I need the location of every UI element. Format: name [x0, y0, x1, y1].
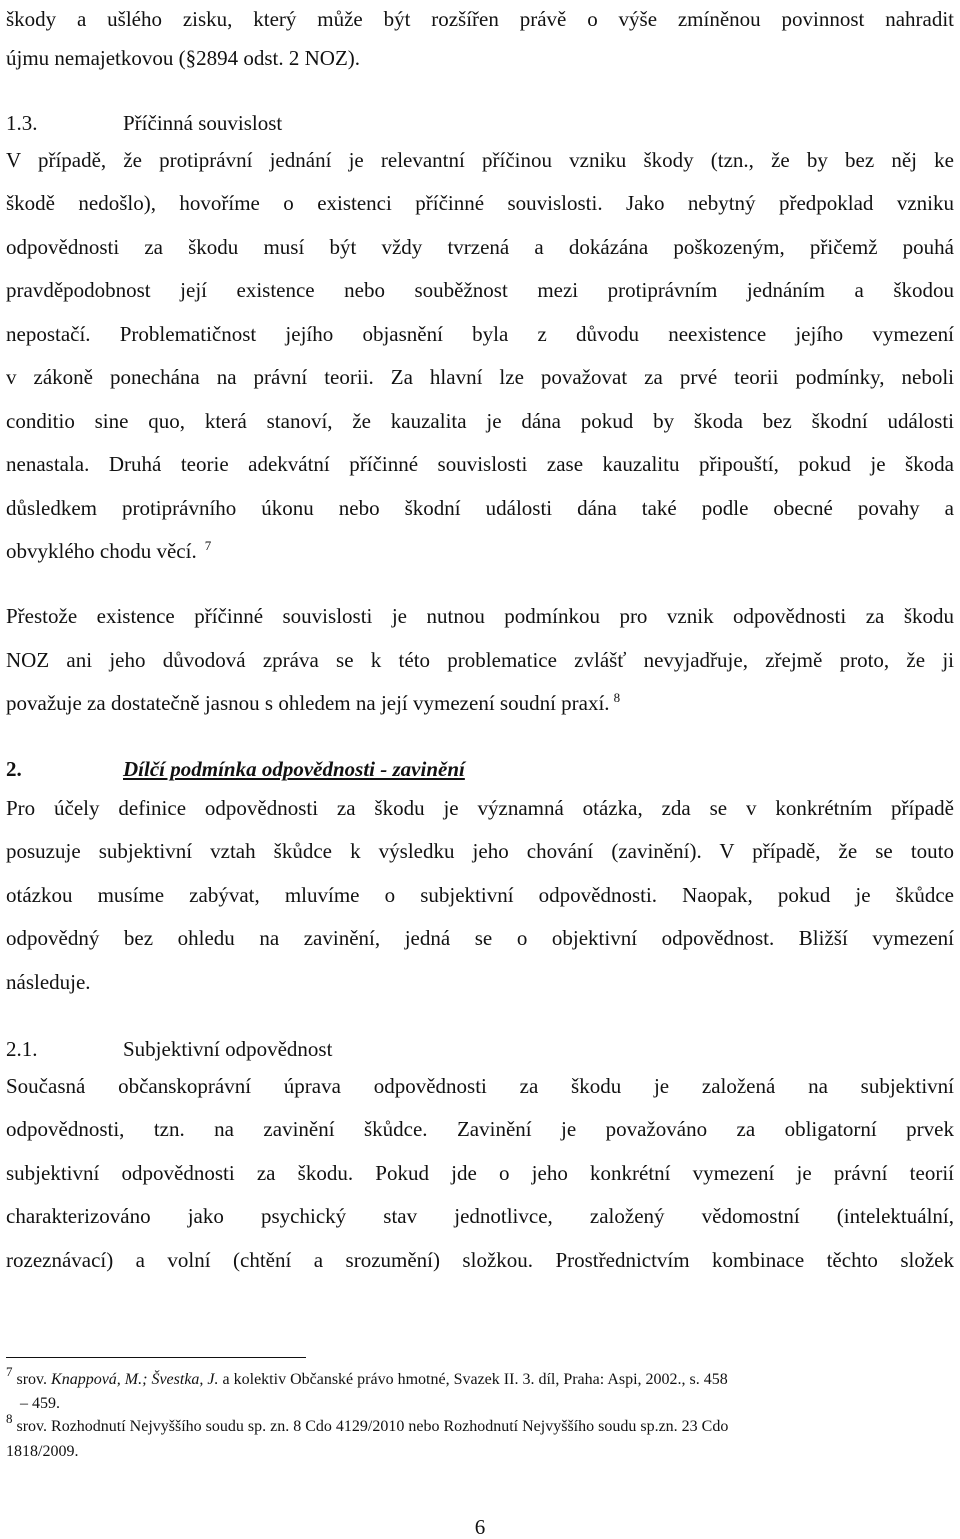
body-line: důsledkem protiprávního úkonu nebo škodní události dána také podle obecné povahy a — [6, 496, 954, 520]
footnote-authors: Knappová, M.; Švestka, J. — [51, 1371, 219, 1388]
footnote — [6, 1411, 954, 1437]
body-line — [6, 690, 954, 716]
section-title: Příčinná souvislost — [123, 111, 283, 135]
footnote-number: 7 — [6, 1364, 13, 1379]
body-line — [6, 538, 954, 564]
body-line: subjektivní odpovědnosti za škodu. Pokud jde o jeho konkrétní vymezení je právní teorií — [6, 1161, 954, 1185]
body-line: újmu nemajetkovou (§2894 odst. 2 NOZ). — [6, 46, 361, 70]
body-line: odpovědný bez ohledu na zavinění, jedná se o objektivní odpovědnost. Bližší vymezení — [6, 926, 954, 950]
footnote — [6, 1364, 954, 1390]
body-line: pravděpodobnost její existence nebo souběžnost mezi protiprávním jednáním a škodou — [6, 278, 954, 302]
body-line: následuje. — [6, 970, 91, 994]
section-title: Subjektivní odpovědnost — [123, 1037, 333, 1061]
section-number: 2. — [6, 757, 22, 781]
footnote-continuation: – 459. — [20, 1395, 60, 1412]
body-line: nenastala. Druhá teorie adekvátní příčinné souvislosti zase kauzalitu připouští, pokud je škoda — [6, 452, 954, 476]
body-line: NOZ ani jeho důvodová zpráva se k této problematice zvlášť nevyjadřuje, zřejmě proto, že ji — [6, 648, 954, 672]
body-line: V případě, že protiprávní jednání je relevantní příčinou vzniku škody (tzn., že by bez něj ke — [6, 148, 954, 172]
page-number: 6 — [474, 1515, 486, 1539]
body-line: otázkou musíme zabývat, mluvíme o subjektivní odpovědnosti. Naopak, pokud je škůdce — [6, 883, 954, 907]
footnote-separator — [6, 1357, 306, 1358]
footnote-ref[interactable]: 8 — [613, 690, 621, 705]
body-line: charakterizováno jako psychický stav jednotlivce, založený vědomostní (intelektuální, — [6, 1204, 954, 1228]
body-text: obvyklého chodu věcí. — [6, 539, 197, 563]
body-line: škodě nedošlo), hovoříme o existenci příčinné souvislosti. Jako nebytný předpoklad vzniku — [6, 191, 954, 215]
footnote-text: srov. Rozhodnutí Nejvyššího soudu sp. zn. 8 Cdo 4129/2010 nebo Rozhodnutí Nejvyššího soudu sp.zn. 23 Cdo — [16, 1418, 729, 1435]
body-line: Současná občanskoprávní úprava odpovědnosti za škodu je založená na subjektivní — [6, 1074, 954, 1098]
footnote-number: 8 — [6, 1411, 13, 1426]
body-line: posuzuje subjektivní vztah škůdce k výsledku jeho chování (zavinění). V případě, že se touto — [6, 839, 954, 863]
body-line: škody a ušlého zisku, který může být rozšířen právě o výše zmíněnou povinnost nahradit — [6, 7, 954, 31]
body-line: odpovědnosti za škodu musí být vždy tvrzená a dokázána poškozeným, přičemž pouhá — [6, 235, 954, 259]
body-line: Přestože existence příčinné souvislosti je nutnou podmínkou pro vznik odpovědnosti za škodu — [6, 604, 954, 628]
body-line: Pro účely definice odpovědnosti za škodu je významná otázka, zda se v konkrétním případě — [6, 796, 954, 820]
section-number: 2.1. — [6, 1037, 38, 1061]
section-number: 1.3. — [6, 111, 38, 135]
body-line: rozeznávací) a volní (chtění a srozumění) složkou. Prostřednictvím kombinace těchto složek — [6, 1248, 954, 1272]
footnote-ref[interactable]: 7 — [204, 538, 212, 553]
body-line: nepostačí. Problematičnost jejího objasnění byla z důvodu neexistence jejího vymezení — [6, 322, 954, 346]
body-line: v zákoně ponechána na právní teorii. Za hlavní lze považovat za prvé teorii podmínky, neboli — [6, 365, 954, 389]
footnote-prefix: srov. — [16, 1371, 52, 1388]
body-line: odpovědnosti, tzn. na zavinění škůdce. Zavinění je považováno za obligatorní prvek — [6, 1117, 954, 1141]
body-text: považuje za dostatečně jasnou s ohledem na její vymezení soudní praxí. — [6, 691, 610, 715]
section-title: Dílčí podmínka odpovědnosti - zavinění — [123, 757, 465, 781]
footnote-text: a kolektiv Občanské právo hmotné, Svazek II. 3. díl, Praha: Aspi, 2002., s. 458 — [218, 1371, 728, 1388]
body-line: conditio sine quo, která stanoví, že kauzalita je dána pokud by škoda bez škodní události — [6, 409, 954, 433]
footnote-continuation: 1818/2009. — [6, 1443, 79, 1460]
